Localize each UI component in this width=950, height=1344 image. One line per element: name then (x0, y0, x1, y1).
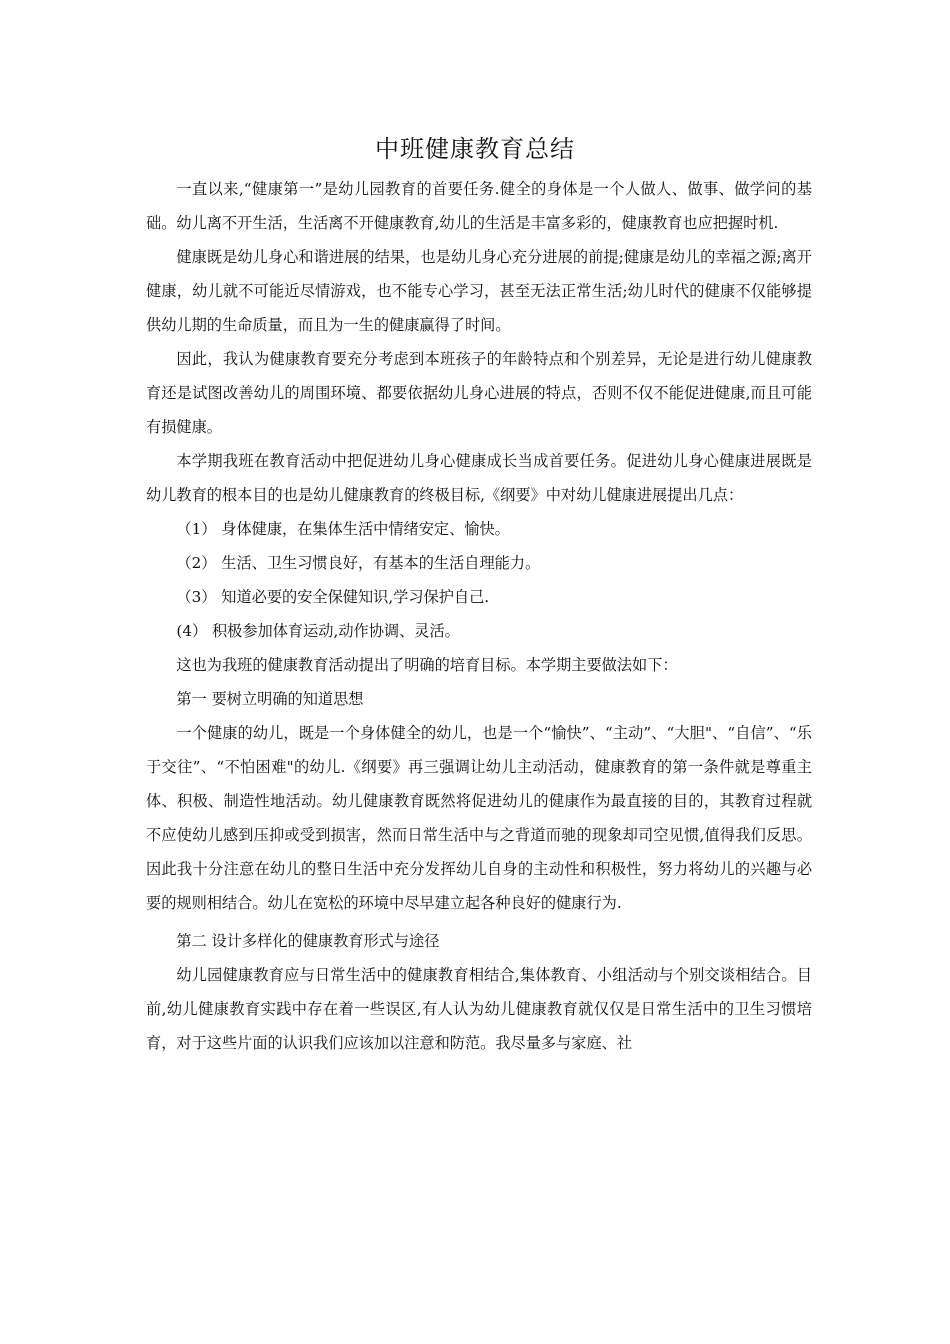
paragraph-2: 健康既是幼儿身心和谐进展的结果，也是幼儿身心充分进展的前提;健康是幼儿的幸福之源;离开健康，幼儿就不可能近尽情游戏，也不能专心学习，甚至无法正常生活;幼儿时代的健康不仅能够提供幼儿期的生命质量，而且为一生的健康赢得了时间。 (146, 248, 812, 334)
paragraph-4: 本学期我班在教育活动中把促进幼儿身心健康成长当成首要任务。促进幼儿身心健康进展既是幼儿教育的根本目的也是幼儿健康教育的终极目标,《纲要》中对幼儿健康进展提出几点： (146, 452, 812, 504)
list-item: （3） 知道必要的安全保健知识,学习保护自己. (176, 588, 490, 606)
paragraph-3: 因此，我认为健康教育要充分考虑到本班孩子的年龄特点和个别差异，无论是进行幼儿健康教育还是试图改善幼儿的周围环境、都要依据幼儿身心进展的特点，否则不仅不能促进健康,而且可能有损健康。 (146, 350, 812, 436)
section-heading-1: 第一 要树立明确的知道思想 (176, 690, 364, 708)
list-item: （1） 身体健康，在集体生活中情绪安定、愉快。 (176, 520, 510, 538)
list-item: (4） 积极参加体育运动,动作协调、灵活。 (176, 622, 460, 640)
section-heading-2: 第二 设计多样化的健康教育形式与途径 (176, 932, 440, 950)
after-list-text: 这也为我班的健康教育活动提出了明确的培育目标。本学期主要做法如下： (176, 656, 678, 674)
document-title: 中班健康教育总结 (375, 135, 575, 163)
paragraph-1: 一直以来,“健康第一”是幼儿园教育的首要任务.健全的身体是一个人做人、做事、做学问的基础。幼儿离不开生活，生活离不开健康教育,幼儿的生活是丰富多彩的，健康教育也应把握时机. (146, 180, 812, 232)
section-1-paragraph: 一个健康的幼儿，既是一个身体健全的幼儿，也是一个“愉快”、“主动”、“大胆"、“自信”、“乐于交往”、“不怕困难"的幼儿.《纲要》再三强调让幼儿主动活动，健康教育的第一条件就是尊重主体、积极、制造性地活动。幼儿健康教育既然将促进幼儿的健康作为最直接的目的，其教育过程就不应使幼儿感到压抑或受到损害，然而日常生活中与之背道而驰的现象却司空见惯,值得我们反思。因此我十分注意在幼儿的整日生活中充分发挥幼儿自身的主动性和积极性，努力将幼儿的兴趣与必要的规则相结合。幼儿在宽松的环境中尽早建立起各种良好的健康行为. (146, 724, 812, 912)
section-2-paragraph: 幼儿园健康教育应与日常生活中的健康教育相结合,集体教育、小组活动与个别交谈相结合。目前,幼儿健康教育实践中存在着一些误区,有人认为幼儿健康教育就仅仅是日常生活中的卫生习惯培育，对于这些片面的认识我们应该加以注意和防范。我尽量多与家庭、社 (146, 966, 812, 1052)
document-body (146, 172, 812, 1060)
list-item: （2） 生活、卫生习惯良好，有基本的生活自理能力。 (176, 554, 541, 572)
